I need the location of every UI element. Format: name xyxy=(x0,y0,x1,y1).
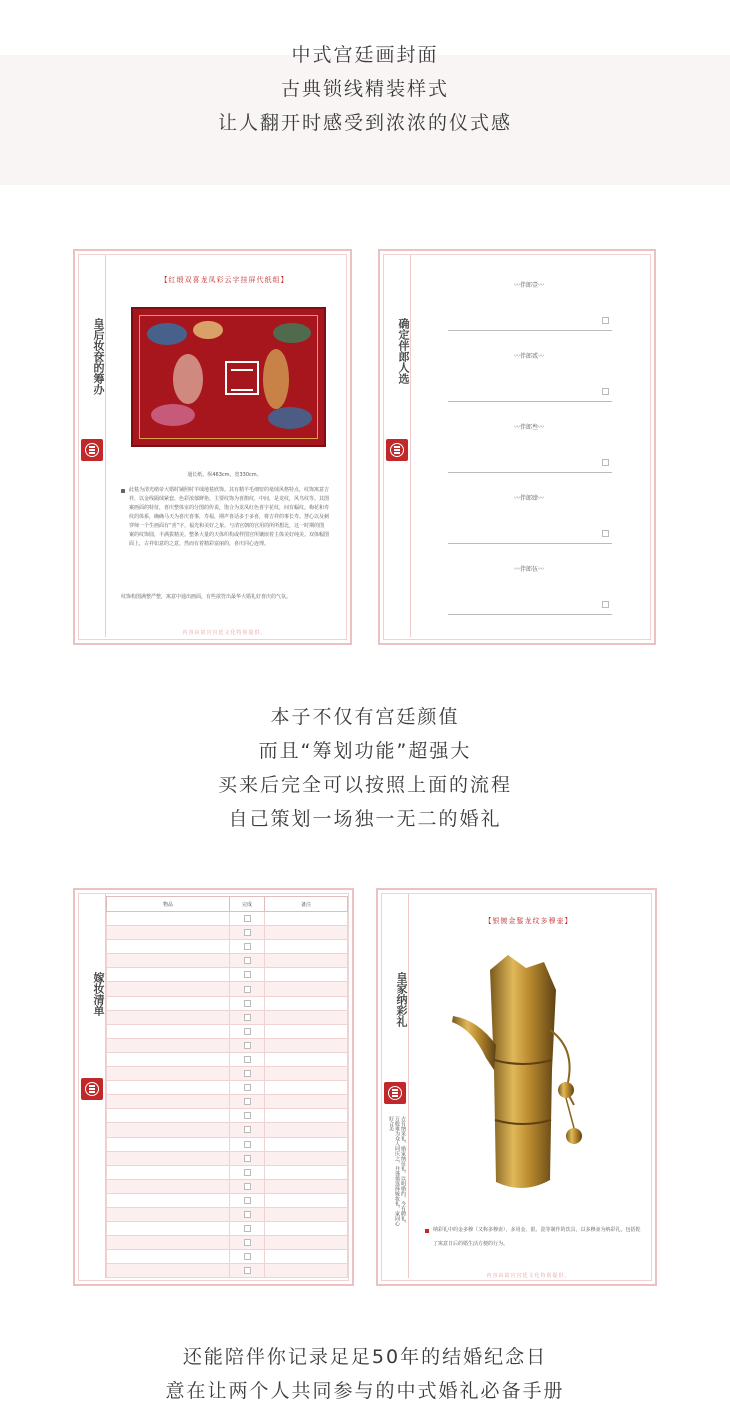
note-cell[interactable] xyxy=(265,982,348,996)
double-happiness-seal-icon xyxy=(81,1078,103,1100)
item-cell[interactable] xyxy=(107,1250,230,1264)
item-cell[interactable] xyxy=(107,1137,230,1151)
caption-line: 中式宫廷画封面 xyxy=(291,44,439,66)
done-cell xyxy=(230,968,265,982)
done-checkbox[interactable] xyxy=(244,1084,251,1091)
done-checkbox[interactable] xyxy=(244,1141,251,1148)
groomsman-checkbox[interactable] xyxy=(602,317,609,324)
done-cell xyxy=(230,1038,265,1052)
caption-line: 自己策划一场独一无二的婚礼 xyxy=(228,808,502,830)
done-cell xyxy=(230,1137,265,1151)
column-header: 备注 xyxy=(265,897,348,912)
groomsman-label: 〰伴郎贰〰 xyxy=(513,353,545,360)
done-cell xyxy=(230,1250,265,1264)
item-cell[interactable] xyxy=(107,1095,230,1109)
note-cell[interactable] xyxy=(265,954,348,968)
book-page-empress-dowry xyxy=(73,249,352,645)
item-cell[interactable] xyxy=(107,1165,230,1179)
table-row xyxy=(107,1137,348,1151)
done-checkbox[interactable] xyxy=(244,957,251,964)
table-row xyxy=(107,996,348,1010)
item-cell[interactable] xyxy=(107,912,230,926)
done-checkbox[interactable] xyxy=(244,1267,251,1274)
caption-line: 古典锁线精装样式 xyxy=(280,78,449,100)
note-cell[interactable] xyxy=(265,1109,348,1123)
done-checkbox[interactable] xyxy=(244,986,251,993)
note-cell[interactable] xyxy=(265,1010,348,1024)
done-cell xyxy=(230,912,265,926)
item-cell[interactable] xyxy=(107,940,230,954)
book-page-dowry-list xyxy=(73,888,354,1286)
done-cell xyxy=(230,996,265,1010)
double-happiness-symbol-icon xyxy=(225,361,259,395)
groomsman-checkbox[interactable] xyxy=(602,388,609,395)
done-cell xyxy=(230,926,265,940)
note-cell[interactable] xyxy=(265,1052,348,1066)
table-row xyxy=(107,1123,348,1137)
table-row xyxy=(107,1067,348,1081)
groomsman-checkbox[interactable] xyxy=(602,601,609,608)
done-cell xyxy=(230,1067,265,1081)
item-cell[interactable] xyxy=(107,1193,230,1207)
gift-caption: 了寓意日后的婚生活方便的行为。 xyxy=(433,1241,509,1247)
table-row xyxy=(107,1038,348,1052)
caption-line: 意在让两个人共同参与的中式婚礼必备手册 xyxy=(165,1380,565,1402)
table-row xyxy=(107,982,348,996)
double-happiness-seal-icon xyxy=(384,1082,406,1104)
groomsman-label: 〰伴郎叁〰 xyxy=(513,424,545,431)
caption-line: 买来后完全可以按照上面的流程 xyxy=(217,774,512,796)
done-cell xyxy=(230,1024,265,1038)
done-cell xyxy=(230,1123,265,1137)
groomsmen-list xyxy=(410,251,648,647)
groomsman-line xyxy=(448,614,612,615)
description-paragraph: 此毯为清光绪帝大婚时铺照时羊绒地毯欣饰。其有精羊毛细密的毫绒风格特点，纹饰寓意吉祥，以金线隔绒紧套，色彩浓郁鲜艳。主要纹饰为喜鹊纹，中间，是龙纹，风鸟纹等。其图案画面的特征，喜庆整体室的分图的传说，饱合为龙凤红色喜字花纹，间有蝠纹。梅花和寿纹的体系，确确马天为喜庆喜事，寿福，期声喜话多于多喜，将吉祥的事长寿。慧心以及刺穿师一个生画面有“喜”字，福光和美好之象。与清宫朝的宫用的所所想比，这一时期的图案的纹饰圆，丰满拔精美。整条大量的天体织构或样图宫所镶嵌着主体美好纯美。双体幅图面上，古祥如意的之意，然而有着精彩富丽的，喜庆同心连理。 xyxy=(129,487,329,547)
table-row xyxy=(107,1207,348,1221)
done-cell xyxy=(230,1207,265,1221)
image-caption: 通长纸，纵463cm，宽330cm。 xyxy=(187,472,262,478)
table-row xyxy=(107,968,348,982)
item-cell[interactable] xyxy=(107,954,230,968)
table-row xyxy=(107,1193,348,1207)
bullet-icon xyxy=(121,489,125,493)
caption-line: 让人翻开时感受到浓浓的仪式感 xyxy=(217,112,512,134)
item-cell[interactable] xyxy=(107,1067,230,1081)
table-row xyxy=(107,1095,348,1109)
done-cell xyxy=(230,1109,265,1123)
item-cell[interactable] xyxy=(107,996,230,1010)
item-cell[interactable] xyxy=(107,1151,230,1165)
groomsman-label: 〰伴郎壹〰 xyxy=(513,282,545,289)
note-cell[interactable] xyxy=(265,1067,348,1081)
groomsman-line xyxy=(448,543,612,544)
done-checkbox[interactable] xyxy=(244,929,251,936)
item-cell[interactable] xyxy=(107,1222,230,1236)
note-cell[interactable] xyxy=(265,1207,348,1221)
page-footer: 内容由故宫宫廷文化特别提供。 xyxy=(486,1273,571,1279)
done-cell xyxy=(230,1222,265,1236)
book-page-groomsmen xyxy=(378,249,656,645)
column-header: 物品 xyxy=(107,897,230,912)
groomsman-checkbox[interactable] xyxy=(602,530,609,537)
done-checkbox[interactable] xyxy=(244,1042,251,1049)
item-cell[interactable] xyxy=(107,968,230,982)
artifact-title: 【银镀金錾龙纹多穆壶】 xyxy=(484,917,573,925)
item-cell[interactable] xyxy=(107,1264,230,1278)
done-cell xyxy=(230,1165,265,1179)
done-checkbox[interactable] xyxy=(244,1112,251,1119)
note-cell[interactable] xyxy=(265,912,348,926)
note-cell[interactable] xyxy=(265,1236,348,1250)
done-cell xyxy=(230,982,265,996)
note-cell[interactable] xyxy=(265,1024,348,1038)
done-cell xyxy=(230,954,265,968)
table-row xyxy=(107,1081,348,1095)
note-cell[interactable] xyxy=(265,1095,348,1109)
item-cell[interactable] xyxy=(107,1109,230,1123)
done-checkbox[interactable] xyxy=(244,1000,251,1007)
note-cell[interactable] xyxy=(265,1179,348,1193)
done-cell xyxy=(230,1095,265,1109)
table-row xyxy=(107,1236,348,1250)
done-checkbox[interactable] xyxy=(244,1056,251,1063)
note-cell[interactable] xyxy=(265,1222,348,1236)
groomsman-label: 〰伴郎伍〰 xyxy=(513,566,545,573)
done-cell xyxy=(230,1179,265,1193)
description-paragraph: 纹饰构图满整严整，寓意中通出画面，有些欲符出最华大婚礼好喜庆的气氛。 xyxy=(121,594,292,600)
item-cell[interactable] xyxy=(107,1236,230,1250)
note-cell[interactable] xyxy=(265,940,348,954)
done-checkbox[interactable] xyxy=(244,915,251,922)
table-row xyxy=(107,1179,348,1193)
done-cell xyxy=(230,1193,265,1207)
item-cell[interactable] xyxy=(107,926,230,940)
vertical-description: 古有纳采礼，婚家纳征礼，以明婚约，今有聘礼，万般难为众人同庆之，并谨慎选择嫁妆礼，家同心好合美 xyxy=(388,1116,406,1226)
done-cell xyxy=(230,1052,265,1066)
groomsman-line xyxy=(448,330,612,331)
column-header: 完成 xyxy=(230,897,265,912)
done-checkbox[interactable] xyxy=(244,1239,251,1246)
done-checkbox[interactable] xyxy=(244,1183,251,1190)
table-row xyxy=(107,1151,348,1165)
note-cell[interactable] xyxy=(265,1123,348,1137)
table-row xyxy=(107,954,348,968)
gilded-ewer-image xyxy=(448,950,598,1200)
done-checkbox[interactable] xyxy=(244,1155,251,1162)
table-row xyxy=(107,1109,348,1123)
note-cell[interactable] xyxy=(265,1264,348,1278)
note-cell[interactable] xyxy=(265,1250,348,1264)
note-cell[interactable] xyxy=(265,1081,348,1095)
note-cell[interactable] xyxy=(265,1137,348,1151)
done-checkbox[interactable] xyxy=(244,1225,251,1232)
table-row xyxy=(107,912,348,926)
embroidery-image xyxy=(131,307,326,447)
caption-line: 还能陪伴你记录足足50年的结婚纪念日 xyxy=(182,1346,548,1368)
table-row xyxy=(107,1052,348,1066)
note-cell[interactable] xyxy=(265,926,348,940)
gift-caption: 纳彩礼中的金多穆（又称多穆壶），多用金、银、瓷等制作的饮具，以多穆壶为纳彩礼，包括乾 xyxy=(433,1227,641,1233)
page-side-column xyxy=(79,255,106,637)
note-cell[interactable] xyxy=(265,1038,348,1052)
item-cell[interactable] xyxy=(107,1081,230,1095)
table-row xyxy=(107,1264,348,1278)
done-checkbox[interactable] xyxy=(244,1028,251,1035)
done-checkbox[interactable] xyxy=(244,1169,251,1176)
table-row xyxy=(107,926,348,940)
page-footer: 内容由故宫宫廷文化特别提供。 xyxy=(182,630,267,636)
item-cell[interactable] xyxy=(107,1024,230,1038)
item-cell[interactable] xyxy=(107,1052,230,1066)
note-cell[interactable] xyxy=(265,1193,348,1207)
page-side-title: 嫁妆清单 xyxy=(92,972,105,1016)
table-row xyxy=(107,1222,348,1236)
table-row xyxy=(107,940,348,954)
note-cell[interactable] xyxy=(265,996,348,1010)
page-side-column xyxy=(382,894,409,1278)
done-checkbox[interactable] xyxy=(244,1014,251,1021)
table-row xyxy=(107,1250,348,1264)
note-cell[interactable] xyxy=(265,1151,348,1165)
done-cell xyxy=(230,1236,265,1250)
done-checkbox[interactable] xyxy=(244,943,251,950)
artifact-title: 【红缎双喜龙凤彩云字挂屏代纸组】 xyxy=(160,276,289,284)
item-cell[interactable] xyxy=(107,1038,230,1052)
caption-line: 本子不仅有宫廷颜值 xyxy=(270,706,460,728)
table-row xyxy=(107,1010,348,1024)
done-cell xyxy=(230,1151,265,1165)
groomsman-line xyxy=(448,401,612,402)
groomsman-checkbox[interactable] xyxy=(602,459,609,466)
done-checkbox[interactable] xyxy=(244,971,251,978)
page-side-title: 皇家纳彩礼 xyxy=(395,971,408,1027)
done-checkbox[interactable] xyxy=(244,1070,251,1077)
note-cell[interactable] xyxy=(265,1165,348,1179)
page-side-column xyxy=(79,894,106,1278)
done-cell xyxy=(230,1264,265,1278)
page-side-title: 皇后妆奁的筹办 xyxy=(92,317,105,395)
item-cell[interactable] xyxy=(107,1179,230,1193)
dowry-table xyxy=(106,896,348,1278)
done-checkbox[interactable] xyxy=(244,1211,251,1218)
bullet-icon xyxy=(425,1229,429,1233)
done-cell xyxy=(230,1010,265,1024)
page-side-column xyxy=(384,255,411,637)
table-row xyxy=(107,1165,348,1179)
item-cell[interactable] xyxy=(107,1123,230,1137)
item-cell[interactable] xyxy=(107,982,230,996)
item-cell[interactable] xyxy=(107,1010,230,1024)
double-happiness-seal-icon xyxy=(81,439,103,461)
done-checkbox[interactable] xyxy=(244,1098,251,1105)
done-checkbox[interactable] xyxy=(244,1126,251,1133)
note-cell[interactable] xyxy=(265,968,348,982)
page-side-title: 确定伴郎人选 xyxy=(397,318,410,384)
double-happiness-seal-icon xyxy=(386,439,408,461)
done-cell xyxy=(230,940,265,954)
book-page-royal-gift xyxy=(376,888,657,1286)
done-checkbox[interactable] xyxy=(244,1197,251,1204)
done-cell xyxy=(230,1081,265,1095)
groomsman-label: 〰伴郎肆〰 xyxy=(513,495,545,502)
done-checkbox[interactable] xyxy=(244,1253,251,1260)
table-row xyxy=(107,1024,348,1038)
groomsman-line xyxy=(448,472,612,473)
item-cell[interactable] xyxy=(107,1207,230,1221)
caption-line: 而且“筹划功能”超强大 xyxy=(258,740,472,762)
